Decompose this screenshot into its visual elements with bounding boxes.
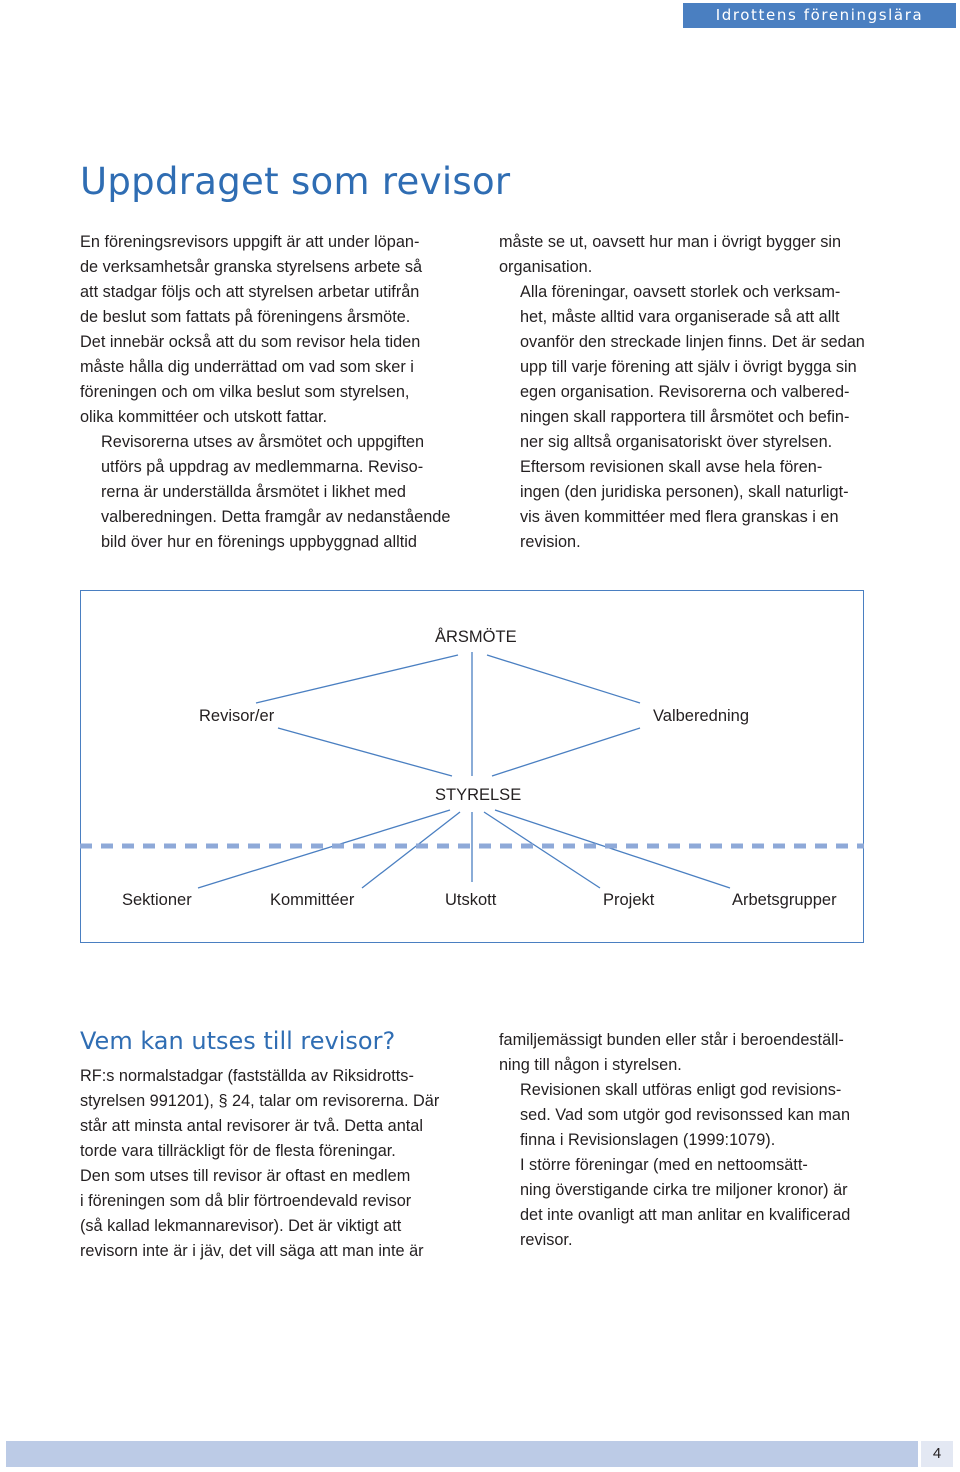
text-line: måste hålla dig underrättad om vad som sker i xyxy=(80,358,414,376)
revisor-paragraph-4 xyxy=(499,1153,889,1253)
node-arbetsgrupper: Arbetsgrupper xyxy=(732,891,837,909)
text-line: het, måste alltid vara organiserade så att allt xyxy=(520,308,840,326)
node-utskott: Utskott xyxy=(445,891,497,909)
revisor-paragraph-1 xyxy=(80,1064,470,1264)
revisor-column-left xyxy=(80,1064,470,1264)
text-line: valberedningen. Detta framgår av nedanstående xyxy=(101,508,451,526)
text-line: utförs på uppdrag av medlemmarna. Reviso- xyxy=(101,458,424,476)
intro-column-right xyxy=(499,230,889,555)
text-line: RF:s normalstadgar (fastställda av Riksidrotts- xyxy=(80,1067,414,1085)
intro-paragraph-3 xyxy=(499,230,889,280)
text-line: En föreningsrevisors uppgift är att under löpan- xyxy=(80,233,420,251)
text-line: de beslut som fattats på föreningens årsmöte. xyxy=(80,308,411,326)
text-line: upp till varje förening att själv i övrigt bygga sin xyxy=(520,358,857,376)
text-line: bild över hur en förenings uppbyggnad alltid xyxy=(101,533,417,551)
text-line: Revisionen skall utföras enligt god revisions- xyxy=(520,1081,842,1099)
text-line: Den som utses till revisor är oftast en medlem xyxy=(80,1167,411,1185)
intro-paragraph-5 xyxy=(499,455,889,555)
node-sektioner: Sektioner xyxy=(122,891,192,909)
text-line: familjemässigt bunden eller står i beroendeställ- xyxy=(499,1031,844,1049)
node-styrelse: STYRELSE xyxy=(435,786,522,804)
page-number: 4 xyxy=(921,1441,953,1467)
node-arsmote: ÅRSMÖTE xyxy=(435,628,517,646)
series-title-badge: Idrottens föreningslära xyxy=(683,3,956,28)
text-line: Det innebär också att du som revisor hela tiden xyxy=(80,333,421,351)
text-line: Alla föreningar, oavsett storlek och verksam- xyxy=(520,283,841,301)
text-line: ner sig alltså organisatoriskt över styrelsen. xyxy=(520,433,833,451)
text-line: I större föreningar (med en nettoomsätt- xyxy=(520,1156,808,1174)
text-line: rerna är underställda årsmötet i likhet med xyxy=(101,483,406,501)
text-line: revision. xyxy=(520,533,581,551)
text-line: vis även kommittéer med flera granskas i en xyxy=(520,508,839,526)
text-line: ingen (den juridiska personen), skall naturligt- xyxy=(520,483,849,501)
node-kommitteer: Kommittéer xyxy=(270,891,355,909)
text-line: ning överstigande cirka tre miljoner kronor) är xyxy=(520,1181,848,1199)
revisor-paragraph-3 xyxy=(499,1078,889,1153)
page-title: Uppdraget som revisor xyxy=(80,160,511,203)
text-line: revisorn inte är i jäv, det vill säga att man inte är xyxy=(80,1242,424,1260)
text-line: ning till någon i styrelsen. xyxy=(499,1056,682,1074)
node-revisor: Revisor/er xyxy=(199,707,275,725)
text-line: ningen skall rapportera till årsmötet och befin- xyxy=(520,408,850,426)
text-line: i föreningen som då blir förtroendevald revisor xyxy=(80,1192,412,1210)
text-line: det inte ovanligt att man anlitar en kvalificerad xyxy=(520,1206,851,1224)
text-line: Revisorerna utses av årsmötet och uppgiften xyxy=(101,433,425,451)
text-line: egen organisation. Revisorerna och valbered- xyxy=(520,383,850,401)
intro-column-left xyxy=(80,230,470,555)
text-line: ovanför den streckade linjen finns. Det är sedan xyxy=(520,333,865,351)
text-line: finna i Revisionslagen (1999:1079). xyxy=(520,1131,776,1149)
intro-paragraph-2 xyxy=(80,430,470,555)
revisor-column-right xyxy=(499,1028,889,1253)
node-valberedning: Valberedning xyxy=(653,707,750,725)
text-line: (så kallad lekmannarevisor). Det är viktigt att xyxy=(80,1217,402,1235)
text-line: Eftersom revisionen skall avse hela fören- xyxy=(520,458,823,476)
text-line: organisation. xyxy=(499,258,593,276)
text-line: måste se ut, oavsett hur man i övrigt bygger sin xyxy=(499,233,842,251)
intro-paragraph-1 xyxy=(80,230,470,430)
text-line: att stadgar följs och att styrelsen arbetar utifrån xyxy=(80,283,420,301)
section-heading-revisor: Vem kan utses till revisor? xyxy=(80,1027,396,1055)
text-line: olika kommittéer och utskott fattar. xyxy=(80,408,328,426)
text-line: torde vara tillräckligt för de flesta föreningar. xyxy=(80,1142,396,1160)
text-line: föreningen och om vilka beslut som styrelsen, xyxy=(80,383,410,401)
footer-bar xyxy=(6,1441,918,1467)
text-line: styrelsen 991201), § 24, talar om revisorerna. Där xyxy=(80,1092,440,1110)
node-projekt: Projekt xyxy=(603,891,655,909)
intro-paragraph-4 xyxy=(499,280,889,455)
text-line: står att minsta antal revisorer är två. Detta antal xyxy=(80,1117,423,1135)
text-line: de verksamhetsår granska styrelsens arbete så xyxy=(80,258,423,276)
text-line: revisor. xyxy=(520,1231,573,1249)
revisor-paragraph-2 xyxy=(499,1028,889,1078)
text-line: sed. Vad som utgör god revisonssed kan man xyxy=(520,1106,851,1124)
